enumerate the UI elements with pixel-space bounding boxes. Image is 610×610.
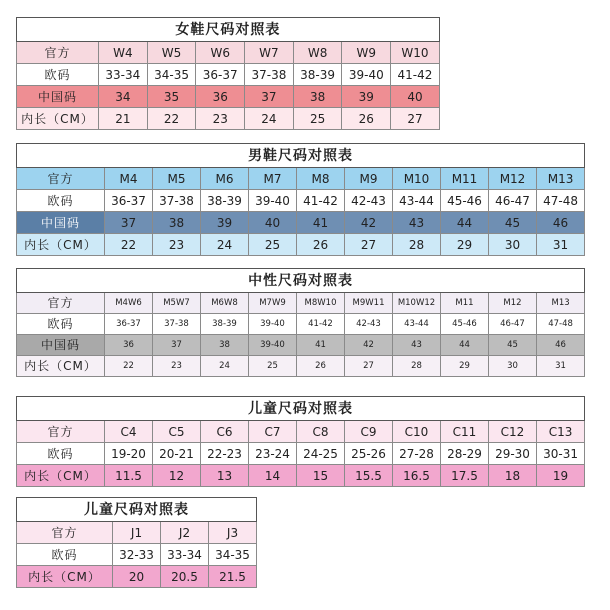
table-cell: 46	[537, 212, 585, 234]
inner-length-row	[17, 234, 585, 256]
table-cell: 42-43	[345, 190, 393, 212]
table-cell: 25-26	[345, 443, 393, 465]
table-cell: M13	[537, 293, 585, 314]
table-cell: 45-46	[441, 314, 489, 335]
row-label: 内长（CM）	[17, 234, 105, 256]
table-cell: 29	[441, 234, 489, 256]
table-cell: 30	[489, 234, 537, 256]
table-cell: 46-47	[489, 190, 537, 212]
table-cell: 28	[393, 356, 441, 377]
table-cell: 43	[393, 212, 441, 234]
kids-size-table	[16, 396, 585, 487]
table-cell: W6	[196, 42, 245, 64]
table-cell: 21	[99, 108, 148, 130]
table-cell: 41	[297, 212, 345, 234]
table-cell: 33-34	[161, 544, 209, 566]
official-size-row	[17, 168, 585, 190]
table-cell: M13	[537, 168, 585, 190]
table-cell: M6	[201, 168, 249, 190]
table-cell: 31	[537, 234, 585, 256]
table-cell: 15.5	[345, 465, 393, 487]
table-cell: 41-42	[297, 314, 345, 335]
inner-length-row	[17, 356, 585, 377]
table-cell: M4	[105, 168, 153, 190]
table-cell: C9	[345, 421, 393, 443]
table-cell: M5	[153, 168, 201, 190]
table-cell: 28-29	[441, 443, 489, 465]
row-label: 欧码	[17, 544, 113, 566]
table-cell: C6	[201, 421, 249, 443]
table-cell: 33-34	[99, 64, 148, 86]
table-cell: 24	[201, 234, 249, 256]
row-label: 欧码	[17, 443, 105, 465]
table-cell: 15	[297, 465, 345, 487]
table-cell: W9	[342, 42, 391, 64]
inner-length-row	[17, 465, 585, 487]
table-cell: J3	[209, 522, 257, 544]
table-cell: 36	[196, 86, 245, 108]
table-cell: 23	[196, 108, 245, 130]
table-cell: 29-30	[489, 443, 537, 465]
table-cell: M6W8	[201, 293, 249, 314]
table-cell: M8	[297, 168, 345, 190]
table-cell: 20	[113, 566, 161, 588]
table-cell: 25	[249, 234, 297, 256]
row-label: 欧码	[17, 190, 105, 212]
table-cell: 26	[297, 234, 345, 256]
table-cell: 27-28	[393, 443, 441, 465]
table-cell: C11	[441, 421, 489, 443]
table-cell: W5	[147, 42, 196, 64]
table-cell: 42-43	[345, 314, 393, 335]
table-cell: 27	[345, 234, 393, 256]
eu-size-row	[17, 443, 585, 465]
table-cell: 36-37	[105, 190, 153, 212]
row-label: 中国码	[17, 335, 105, 356]
table-cell: M11	[441, 293, 489, 314]
table-cell: C7	[249, 421, 297, 443]
table-cell: 46	[537, 335, 585, 356]
cn-size-row	[17, 86, 440, 108]
table-cell: 39-40	[342, 64, 391, 86]
table-cell: 31	[537, 356, 585, 377]
table-cell: 17.5	[441, 465, 489, 487]
table-cell: C13	[537, 421, 585, 443]
table-title: 中性尺码对照表	[17, 269, 585, 293]
table-cell: 41-42	[391, 64, 440, 86]
table-cell: 24	[201, 356, 249, 377]
table-cell: 11.5	[105, 465, 153, 487]
table-cell: M9	[345, 168, 393, 190]
table-cell: 38-39	[201, 190, 249, 212]
table-title: 女鞋尺码对照表	[17, 18, 440, 42]
table-cell: 12	[153, 465, 201, 487]
table-cell: 24	[245, 108, 294, 130]
table-cell: 38	[201, 335, 249, 356]
table-cell: W8	[293, 42, 342, 64]
table-cell: M11	[441, 168, 489, 190]
table-cell: 43	[393, 335, 441, 356]
table-cell: 36-37	[196, 64, 245, 86]
table-cell: 45-46	[441, 190, 489, 212]
table-cell: M10	[393, 168, 441, 190]
row-label: 官方	[17, 42, 99, 64]
official-size-row	[17, 522, 257, 544]
table-cell: 36	[105, 335, 153, 356]
table-cell: 27	[345, 356, 393, 377]
table-cell: C8	[297, 421, 345, 443]
table-cell: 20.5	[161, 566, 209, 588]
table-cell: 44	[441, 212, 489, 234]
eu-size-row	[17, 314, 585, 335]
table-cell: 30	[489, 356, 537, 377]
row-label: 欧码	[17, 64, 99, 86]
table-cell: 34-35	[209, 544, 257, 566]
table-cell: 46-47	[489, 314, 537, 335]
table-cell: 29	[441, 356, 489, 377]
unisex-size-table	[16, 268, 585, 377]
table-cell: 34	[99, 86, 148, 108]
table-cell: 39-40	[249, 335, 297, 356]
table-cell: J2	[161, 522, 209, 544]
table-cell: 39-40	[249, 190, 297, 212]
table-cell: 39	[342, 86, 391, 108]
table-cell: 39	[201, 212, 249, 234]
row-label: 官方	[17, 421, 105, 443]
table-cell: 34-35	[147, 64, 196, 86]
table-cell: 18	[489, 465, 537, 487]
table-cell: M8W10	[297, 293, 345, 314]
table-cell: W7	[245, 42, 294, 64]
table-cell: 30-31	[537, 443, 585, 465]
table-cell: 16.5	[393, 465, 441, 487]
table-cell: M10W12	[393, 293, 441, 314]
table-cell: W10	[391, 42, 440, 64]
row-label: 内长（CM）	[17, 108, 99, 130]
table-cell: 43-44	[393, 190, 441, 212]
table-cell: 47-48	[537, 190, 585, 212]
table-cell: 38-39	[201, 314, 249, 335]
official-size-row	[17, 421, 585, 443]
mens-size-table	[16, 143, 585, 256]
table-cell: 20-21	[153, 443, 201, 465]
table-cell: 38	[293, 86, 342, 108]
table-title: 男鞋尺码对照表	[17, 144, 585, 168]
table-cell: 32-33	[113, 544, 161, 566]
official-size-row	[17, 42, 440, 64]
table-cell: 45	[489, 335, 537, 356]
table-cell: 45	[489, 212, 537, 234]
table-cell: M12	[489, 293, 537, 314]
table-cell: 36-37	[105, 314, 153, 335]
womens-size-table	[16, 17, 440, 130]
table-cell: 26	[297, 356, 345, 377]
row-label: 欧码	[17, 314, 105, 335]
table-cell: 40	[249, 212, 297, 234]
cn-size-row	[17, 335, 585, 356]
table-cell: 44	[441, 335, 489, 356]
table-cell: M7W9	[249, 293, 297, 314]
table-title: 儿童尺码对照表	[17, 498, 257, 522]
eu-size-row	[17, 544, 257, 566]
row-label: 内长（CM）	[17, 566, 113, 588]
table-cell: 41-42	[297, 190, 345, 212]
table-cell: M9W11	[345, 293, 393, 314]
table-cell: 23	[153, 356, 201, 377]
row-label: 内长（CM）	[17, 465, 105, 487]
kids-size-table-2	[16, 497, 257, 588]
table-cell: 37-38	[153, 190, 201, 212]
table-cell: 25	[249, 356, 297, 377]
table-cell: M7	[249, 168, 297, 190]
table-cell: 37	[245, 86, 294, 108]
table-cell: 19	[537, 465, 585, 487]
table-cell: C10	[393, 421, 441, 443]
row-label: 官方	[17, 168, 105, 190]
table-cell: 42	[345, 212, 393, 234]
table-cell: 42	[345, 335, 393, 356]
table-cell: 19-20	[105, 443, 153, 465]
table-cell: 38-39	[293, 64, 342, 86]
table-cell: 25	[293, 108, 342, 130]
table-cell: 23-24	[249, 443, 297, 465]
table-cell: 47-48	[537, 314, 585, 335]
table-cell: 35	[147, 86, 196, 108]
table-cell: 22	[105, 234, 153, 256]
row-label: 内长（CM）	[17, 356, 105, 377]
table-cell: J1	[113, 522, 161, 544]
table-cell: 43-44	[393, 314, 441, 335]
table-cell: C4	[105, 421, 153, 443]
table-cell: 22	[105, 356, 153, 377]
table-cell: 23	[153, 234, 201, 256]
row-label: 官方	[17, 522, 113, 544]
table-cell: 22	[147, 108, 196, 130]
cn-size-row	[17, 212, 585, 234]
eu-size-row	[17, 64, 440, 86]
eu-size-row	[17, 190, 585, 212]
official-size-row	[17, 293, 585, 314]
table-cell: M5W7	[153, 293, 201, 314]
row-label: 中国码	[17, 86, 99, 108]
table-cell: 26	[342, 108, 391, 130]
table-title: 儿童尺码对照表	[17, 397, 585, 421]
inner-length-row	[17, 566, 257, 588]
table-cell: 37	[105, 212, 153, 234]
table-cell: 14	[249, 465, 297, 487]
table-cell: C12	[489, 421, 537, 443]
table-cell: 37-38	[153, 314, 201, 335]
table-cell: 21.5	[209, 566, 257, 588]
table-cell: 22-23	[201, 443, 249, 465]
row-label: 中国码	[17, 212, 105, 234]
table-cell: W4	[99, 42, 148, 64]
table-cell: 24-25	[297, 443, 345, 465]
table-cell: 40	[391, 86, 440, 108]
inner-length-row	[17, 108, 440, 130]
table-cell: 37-38	[245, 64, 294, 86]
table-cell: M12	[489, 168, 537, 190]
table-cell: 41	[297, 335, 345, 356]
table-cell: C5	[153, 421, 201, 443]
table-cell: 39-40	[249, 314, 297, 335]
table-cell: 28	[393, 234, 441, 256]
table-cell: 27	[391, 108, 440, 130]
table-cell: M4W6	[105, 293, 153, 314]
table-cell: 38	[153, 212, 201, 234]
table-cell: 13	[201, 465, 249, 487]
table-cell: 37	[153, 335, 201, 356]
row-label: 官方	[17, 293, 105, 314]
